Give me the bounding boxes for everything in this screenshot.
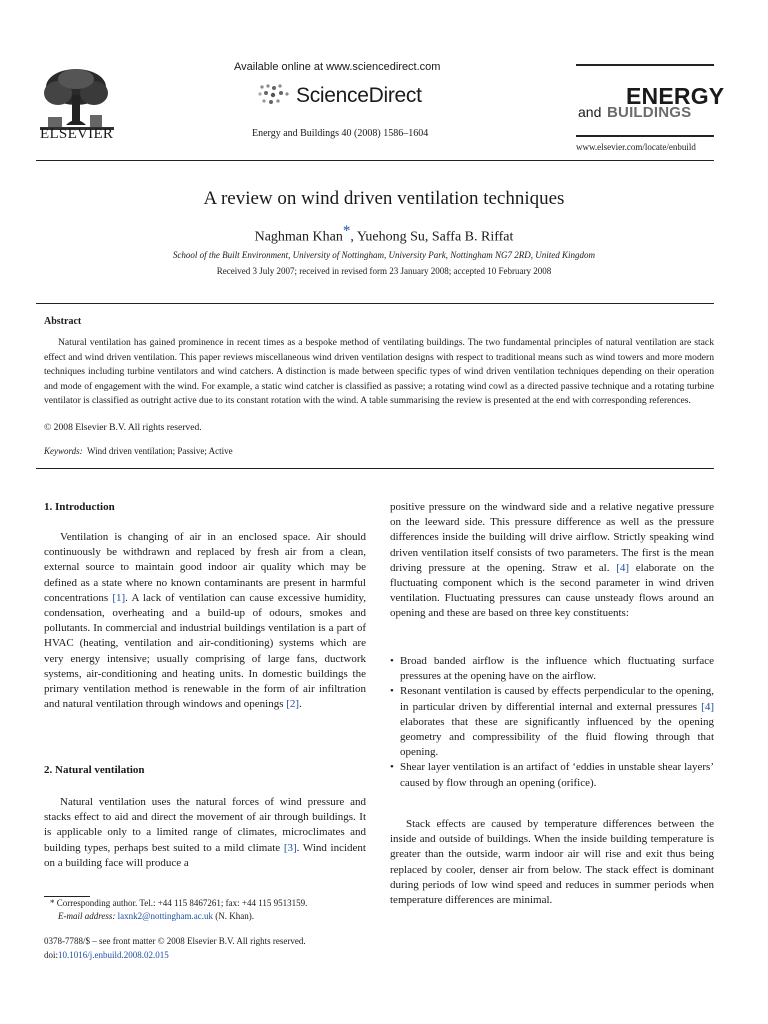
abstract-top-rule: [36, 303, 714, 304]
intro-text-part-1: Ventilation is changing of air in an enclosed space. Air should continuously be withdrawn and replaced by fresh air from a clean, external source to maintain good indoor air quality which may be defined as a state where no known contaminants are present in harmful concentrations: [44, 531, 366, 604]
list-item: [390, 654, 714, 684]
journal-logo-and: and: [578, 104, 602, 120]
corresponding-author-star[interactable]: *: [342, 223, 351, 239]
article-title: A review on wind driven ventilation techniques: [203, 188, 565, 209]
bullet-text-1: Broad banded airflow is the influence which fluctuating surface pressures at the opening have on the airflow.: [400, 655, 714, 683]
abstract-text: Natural ventilation has gained prominence in recent times as a bespoke method of ventilating buildings. The two fundamental principles of natural ventilation are stack effect and wind driven ventilation. This paper reviews miscellaneous wind driven ventilation designs with respect to traditional means such as wind towers and more modern techniques including turbine ventilators and wind catchers. A distinction is made between specific types of wind driven ventilation techniques depending on their operation and mode of engagement with the wind. For example, a static wind catcher is classified as passive; a rotating wind cowl as a directed passive technique and a rotating turbine ventilator is classified as outright active due to its constant rotation with the wind. A table summarising the review is presented at the end with corresponding references.: [44, 337, 714, 407]
bullet-icon: •: [390, 655, 394, 667]
header-divider: [36, 160, 714, 161]
natural-ventilation-paragraph: [44, 795, 366, 871]
right-column-paragraph-1: [390, 500, 714, 622]
front-matter-line: 0378-7788/$ – see front matter © 2008 Elsevier B.V. All rights reserved.: [44, 936, 306, 946]
citation-link-2[interactable]: [2]: [286, 698, 300, 711]
available-online-text[interactable]: Available online at www.sciencedirect.com: [234, 61, 441, 73]
journal-logo-energy: ENERGY: [626, 83, 725, 109]
bullet-icon: •: [390, 761, 394, 774]
natvent-text-part-2: . Wind incident on a building face will produce a: [44, 841, 366, 869]
list-item: [390, 684, 714, 760]
abstract-bottom-rule: [36, 468, 714, 469]
intro-text-part-2: . A lack of ventilation can cause excessive humidity, condensation, overheating and a build-up of odours, smokes and pollutants. In commercial and industrial buildings ventilation is a part of HVAC (heating, ventilation and air-conditioning) systems which are very energy intensive; usually comprising of large fans, ductwork systems, air-conditioning and heating units. In domestic buildings the primary ventilation method is renewable in the form of air infiltration and natural ventilation through windows and openings: [44, 591, 366, 711]
publisher-name: ELSEVIER: [40, 126, 114, 142]
citation-link-4b[interactable]: [4]: [701, 700, 714, 713]
section-heading-introduction: 1. Introduction: [44, 501, 115, 513]
doi-link[interactable]: 10.1016/j.enbuild.2008.02.015: [58, 950, 169, 960]
keywords-line: [44, 446, 233, 456]
sciencedirect-dots-icon: [256, 83, 292, 105]
journal-logo-rule-top: [576, 64, 714, 66]
citation-link-1[interactable]: [1]: [112, 591, 126, 604]
introduction-paragraph: [44, 530, 366, 712]
email-label: E-mail address:: [58, 911, 116, 921]
author-affiliation: School of the Built Environment, University of Nottingham, University Park, Nottingham NG7 2RD, United Kingdom: [172, 250, 596, 260]
keywords-values: Wind driven ventilation; Passive; Active: [87, 446, 233, 456]
abstract-heading: Abstract: [44, 316, 82, 327]
journal-logo-rule-bottom: [576, 135, 714, 137]
citation-link-4[interactable]: [4]: [616, 561, 630, 574]
keywords-label: Keywords:: [44, 446, 83, 456]
right-text-part-1: positive pressure on the windward side and a relative negative pressure on the leeward side. This pressure difference as well as the pressure differences inside the building will drive airflow. Strictly speaking wind driven ventilation itself consists of two parameters. The first is the mean driving pressure at the opening. Straw et al.: [390, 501, 714, 574]
doi-line: [44, 949, 169, 962]
intro-text-part-3: .: [299, 698, 302, 711]
journal-url-link[interactable]: www.elsevier.com/locate/enbuild: [576, 142, 696, 152]
citation-link-3[interactable]: [3]: [283, 841, 297, 854]
fluctuation-constituents-list: [390, 654, 714, 791]
sciencedirect-logo-text[interactable]: ScienceDirect: [296, 84, 422, 107]
bullet-icon: •: [390, 685, 394, 698]
journal-citation: Energy and Buildings 40 (2008) 1586–1604: [252, 128, 429, 139]
email-link[interactable]: laxnk2@nottingham.ac.uk: [117, 911, 213, 921]
list-item: [390, 760, 714, 790]
abstract-copyright: © 2008 Elsevier B.V. All rights reserved.: [44, 422, 202, 433]
other-authors: , Yuehong Su, Saffa B. Riffat: [350, 229, 514, 245]
stack-effect-paragraph: Stack effects are caused by temperature differences between the inside and outside of buildings. When the inside building temperature is greater than the outside, warm indoor air will rise and exit thus being replaced by cooler, denser air from below. The stack effect is dominant during periods of low wind speed and reduces in summer periods when temperature differences are minimal.: [390, 818, 714, 907]
first-author: Naghman Khan: [254, 229, 343, 245]
email-footnote: [58, 910, 254, 923]
received-dates: Received 3 July 2007; received in revised form 23 January 2008; accepted 10 February 2008: [216, 266, 552, 276]
bullet-text-2b: elaborates that these are significantly influenced by the opening geometry and compressibility of the fluid flowing through that opening.: [400, 715, 714, 759]
natvent-text-part-1: Natural ventilation uses the natural forces of wind pressure and stacks effect to aid and direct the movement of air through buildings. It is applicable only to a limited range of climates, microclimates and building types, perhaps best suited to a mild climate: [44, 796, 366, 854]
bullet-text-3: Shear layer ventilation is an artifact of ‘eddies in unstable shear layers’ caused by flow through an opening (orifice).: [400, 761, 714, 789]
doi-label: doi:: [44, 950, 59, 960]
section-heading-natural-ventilation: 2. Natural ventilation: [44, 764, 145, 776]
bullet-text-2a: Resonant ventilation is caused by effects perpendicular to the opening, in particular driven by differential internal and external pressures: [400, 685, 714, 713]
article-authors: [0, 223, 768, 246]
corresponding-author-footnote: * Corresponding author. Tel.: +44 115 8467261; fax: +44 115 9513159.: [50, 898, 308, 908]
right-text-part-2: elaborate on the fluctuating component which is the second parameter in wind driven ventilation. Fluctuating pressures can cause unsteady flows around an opening and these are based on three key constituents:: [390, 561, 714, 620]
journal-logo-buildings: BUILDINGS: [607, 104, 692, 121]
email-owner: (N. Khan).: [212, 911, 254, 921]
